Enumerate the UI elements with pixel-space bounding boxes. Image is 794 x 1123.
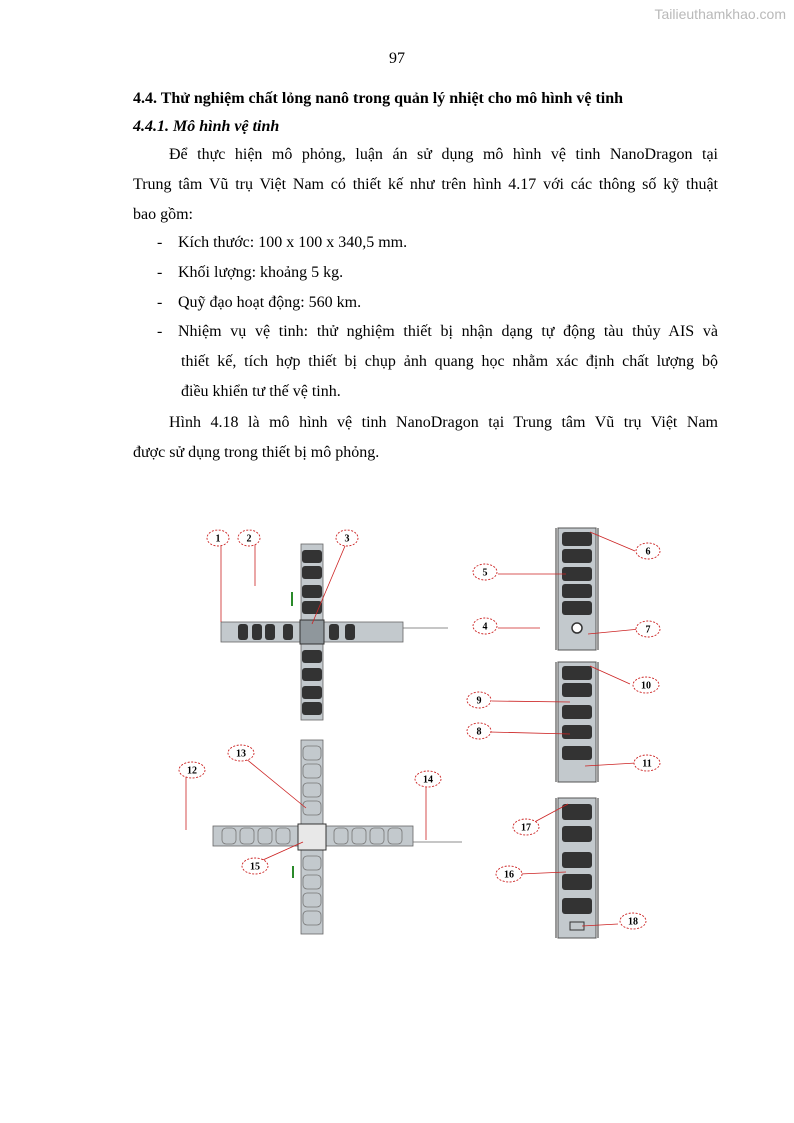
unfolded-satellite-bottom xyxy=(213,740,462,934)
bullet-dash: - xyxy=(157,294,163,311)
callout-label: 3 xyxy=(344,533,350,545)
callout-label: 8 xyxy=(476,726,482,738)
bullet-text: Nhiệm vụ vệ tinh: thử nghiệm thiết bị nhận dạng tự động tàu thủy AIS và xyxy=(178,323,718,340)
bullet-text: Khối lượng: khoảng 5 kg. xyxy=(178,264,344,281)
section-heading: 4.4. Thử nghiệm chất lỏng nanô trong quản lý nhiệt cho mô hình vệ tinh xyxy=(133,90,624,107)
callout-label: 11 xyxy=(642,758,652,770)
bullet-dash: - xyxy=(157,234,163,251)
callout-label: 6 xyxy=(645,546,651,558)
bullet-text: Kích thước: 100 x 100 x 340,5 mm. xyxy=(178,234,408,251)
bullet-dash: - xyxy=(157,323,163,340)
callout-label: 10 xyxy=(641,680,651,692)
callout-label: 4 xyxy=(482,621,488,633)
paragraph1-line: Để thực hiện mô phỏng, luận án sử dụng mô hình vệ tinh NanoDragon tại xyxy=(169,146,718,163)
paragraph2-line: được sử dụng trong thiết bị mô phỏng. xyxy=(133,444,380,461)
callout-label: 17 xyxy=(521,822,531,834)
callout-label: 15 xyxy=(250,861,260,873)
callout-label: 14 xyxy=(423,774,433,786)
satellite-figure xyxy=(0,500,794,960)
subsection-heading: 4.4.1. Mô hình vệ tinh xyxy=(133,118,280,135)
callout-label: 16 xyxy=(504,869,514,881)
callout-label: 12 xyxy=(187,765,197,777)
side-view-1 xyxy=(556,528,598,650)
paragraph1-line: Trung tâm Vũ trụ Việt Nam có thiết kế như trên hình 4.17 với các thông số kỹ thuật xyxy=(133,176,718,193)
paragraph1-line: bao gồm: xyxy=(133,206,193,223)
side-view-2 xyxy=(556,662,598,782)
callout-label: 7 xyxy=(645,624,651,636)
satellite-diagram xyxy=(0,500,794,960)
callout-label: 9 xyxy=(476,695,482,707)
watermark: Tailieuthamkhao.com xyxy=(654,6,786,22)
callout-label: 5 xyxy=(482,567,488,579)
paragraph2-line: Hình 4.18 là mô hình vệ tinh NanoDragon tại Trung tâm Vũ trụ Việt Nam xyxy=(169,414,718,431)
page-number: 97 xyxy=(389,50,405,67)
bullet-dash: - xyxy=(157,264,163,281)
callout-label: 18 xyxy=(628,916,638,928)
callout-label: 2 xyxy=(246,533,252,545)
bullet-text: thiết kế, tích hợp thiết bị chụp ảnh quang học nhằm xác định chất lượng bộ xyxy=(181,353,718,370)
callout-label: 1 xyxy=(215,533,221,545)
callout-label: 13 xyxy=(236,748,246,760)
side-view-3 xyxy=(556,798,598,938)
bullet-text: Quỹ đạo hoạt động: 560 km. xyxy=(178,294,362,311)
bullet-text: điều khiển tư thế vệ tinh. xyxy=(181,383,341,400)
